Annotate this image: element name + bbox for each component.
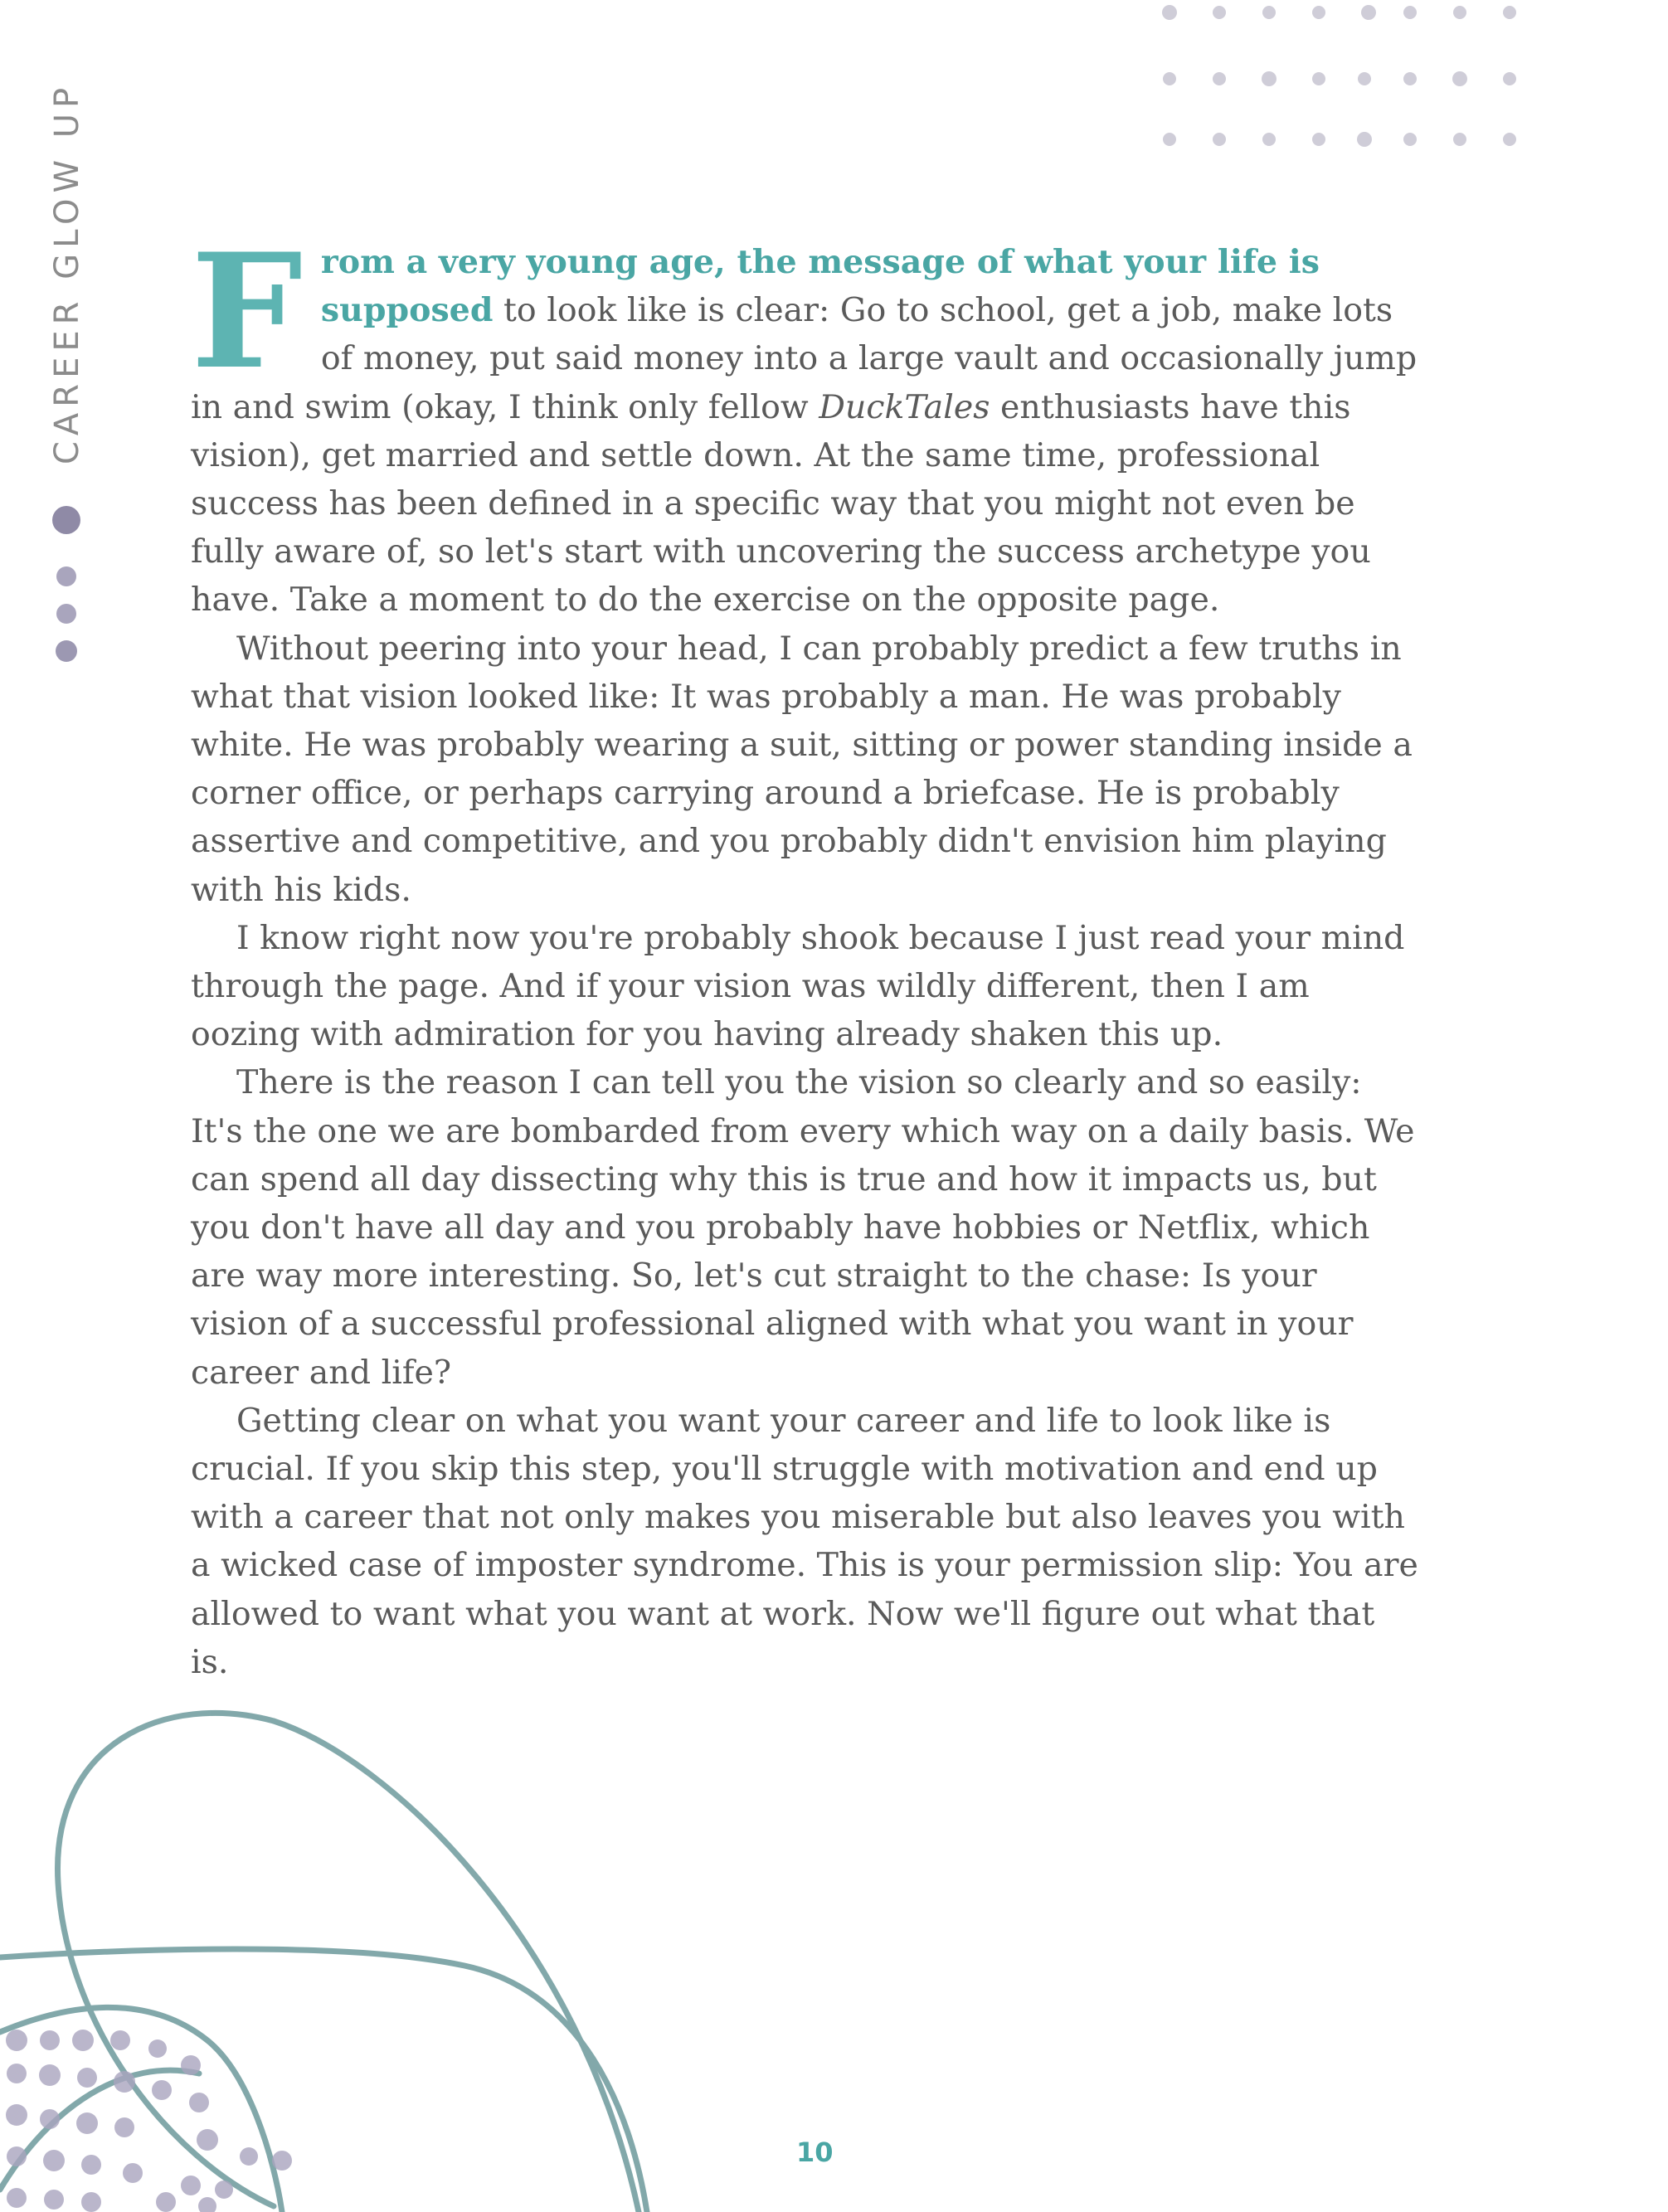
paragraph-1-text-b: enthusiasts have this vision), get married and settle down. At the same time, professional success has been defined in a specific way that you might not even be fully aware of, so let's start with uncovering the success archetype you have. Take a moment to do the exercise on the opposite page. — [191, 387, 1371, 620]
corner-dots-ornament — [1145, 0, 1526, 158]
body-text — [191, 219, 1418, 1686]
paragraph-2: Without peering into your head, I can probably predict a few truths in what that vision looked like: It was probably a man. He was probably white. He was probably wearing a suit, sitting or power standing inside a corner office, or perhaps carrying around a briefcase. He is probably assertive and competitive, and you probably didn't envision him playing with his kids. — [191, 629, 1413, 909]
paragraph-4: There is the reason I can tell you the vision so clearly and so easily: It's the one we are bombarded from every which way on a daily basis. We can spend all day dissecting why this is true and how it impacts us, but you don't have all day and you probably have hobbies or Netflix, which are way more interesting. So, let's cut straight to the chase: Is your vision of a successful professional aligned with what you want in your career and life? — [191, 1063, 1415, 1392]
paragraph-1 — [191, 219, 1418, 625]
running-head: CAREER GLOW UP — [48, 81, 86, 464]
drop-cap: F — [191, 219, 303, 404]
ring-dots-decoration — [0, 1692, 664, 2212]
lead-in: rom a very young age, the message of what your life is supposed — [320, 243, 1320, 330]
paragraph-3: I know right now you're probably shook because I just read your mind through the page. And if your vision was wildly different, then I am oozing with admiration for you having already shaken this up. — [191, 918, 1405, 1054]
paragraph-1-text-a: to look like is clear: Go to school, get a job, make lots of money, put said money into a large vault and occasionally jump in and swim (okay, I think only fellow — [191, 291, 1418, 426]
side-dots-ornament — [48, 502, 85, 668]
ducktales-italic: DuckTales — [819, 387, 990, 426]
page-number: 10 — [796, 2137, 834, 2168]
paragraph-5: Getting clear on what you want your career and life to look like is crucial. If you skip this step, you'll struggle with motivation and end up with a career that not only makes you miserable but also leaves you with a wicked case of imposter syndrome. This is your permission slip: You are allowed to want what you want at work. Now we'll figure out what that is. — [191, 1401, 1418, 1681]
